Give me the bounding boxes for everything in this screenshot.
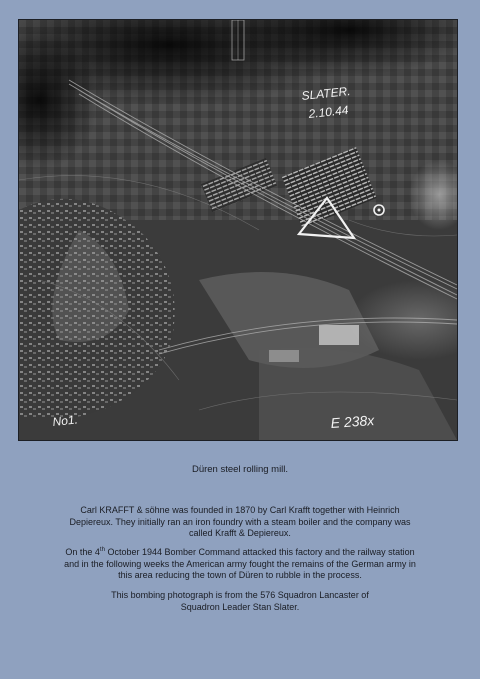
photo-source-paragraph: This bombing photograph is from the 576 Squadron Lancaster of Squadron Leader Stan Slater. xyxy=(111,590,369,612)
photo-caption: Düren steel rolling mill. xyxy=(191,464,289,475)
raid-paragraph-start: On the 4 xyxy=(65,547,100,557)
annotation-name: SLATER. xyxy=(300,83,352,103)
aerial-photograph xyxy=(19,20,457,440)
raid-paragraph-end: October 1944 Bomber Command attacked this factory and the railway station and in the following weeks the American army fought the remains of the German army in this area reducing the town of Düren to rubble in the process. xyxy=(64,547,416,580)
aerial-photo-drawing xyxy=(19,20,457,440)
raid-paragraph xyxy=(60,547,420,582)
frame-code: E 238x xyxy=(330,411,375,431)
history-paragraph: Carl KRAFFT & söhne was founded in 1870 by Carl Krafft together with Heinrich Depiereux. They initially ran an iron foundry with a steam boiler and the company was called Krafft & Depiereux. xyxy=(69,505,411,538)
frame-number: No1. xyxy=(51,412,79,429)
annotation-date: 2.10.44 xyxy=(307,102,350,121)
raid-paragraph-ordinal: th xyxy=(99,547,105,553)
